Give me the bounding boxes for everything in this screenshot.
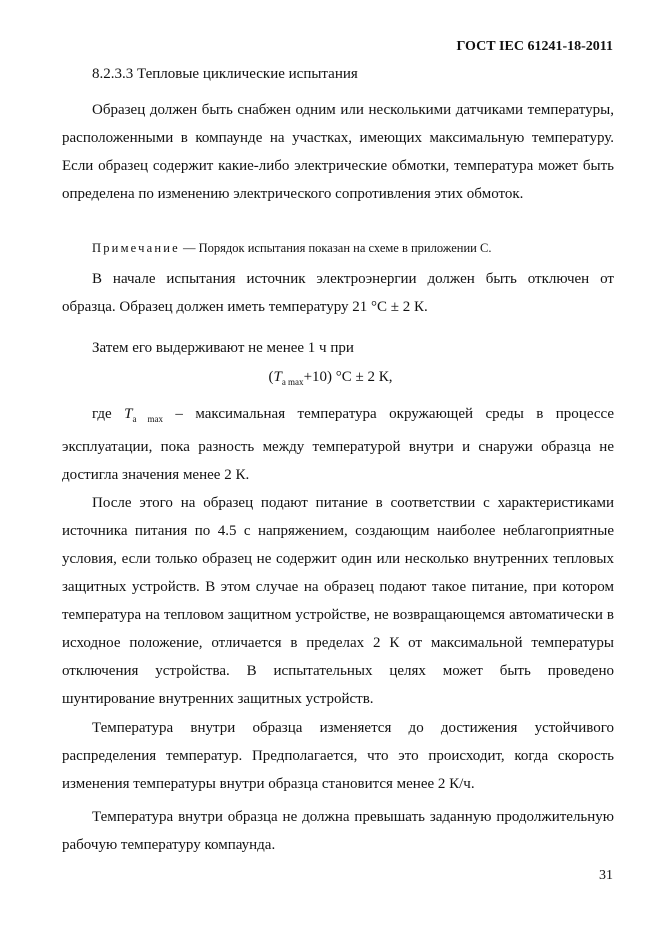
definition-subscript: a max (132, 414, 163, 424)
note-dash: — (183, 241, 196, 255)
paragraph-text: После этого на образец подают питание в соответствии с характеристиками источника питания по 4.5 с напряжением, создающим наиболее неблагоприятные условия, если только образец не содержит один или несколько внутренних тепловых защитных устройств. В этом случае на образец подают такое питание, при котором температура на тепловом защитном устройстве, не возвращающемся автоматически в исходное положение, отличается в пределах 2 К от максимальной температуры отключения устройства. В испытательных целях может быть проведено шунтирование внутренних защитных устройств. (62, 495, 614, 707)
paragraph-text: Температура внутри образца изменяется до достижения устойчивого распределения температур. Предполагается, что это происходит, когда скорость изменения температуры внутри образца становится менее 2 К/ч. (62, 720, 614, 792)
page-number: 31 (599, 868, 613, 883)
formula-subscript: a max (281, 377, 304, 387)
note-label: Примечание (92, 241, 180, 255)
definition-rest: – максимальная температура окружающей среды в процессе эксплуатации, пока разность между температурой внутри и снаружи образца не достигла значения менее 2 К. (62, 406, 615, 483)
paragraph-text: Температура внутри образца не должна превышать заданную продолжительную рабочую температуру компаунда. (62, 809, 614, 853)
paragraph-text: В начале испытания источник электроэнергии должен быть отключен от образца. Образец должен иметь температуру 21 °С ± 2 К. (62, 271, 614, 315)
paragraph-power (62, 489, 614, 713)
section-heading: 8.2.3.3 Тепловые циклические испытания (92, 66, 358, 82)
formula (0, 369, 661, 387)
formula-open: ( (268, 369, 274, 385)
paragraph-temperature-change (62, 714, 614, 798)
paragraph-hold (92, 334, 354, 362)
paragraph-sensors (62, 96, 614, 208)
note (92, 241, 491, 256)
document-code-header: ГОСТ IEC 61241-18-2011 (456, 39, 613, 54)
definition-start: где (92, 406, 112, 422)
paragraph-text: Затем его выдерживают не менее 1 ч при (92, 340, 354, 356)
paragraph-definition (62, 400, 614, 489)
definition-symbol-t: T (124, 406, 133, 422)
note-text: Порядок испытания показан на схеме в приложении С. (198, 241, 492, 255)
paragraph-text (62, 400, 614, 489)
paragraph-text: Образец должен быть снабжен одним или несколькими датчиками температуры, расположенными в компаунде на участках, имеющих максимальную температуру. Если образец содержит какие-либо электрические обмотки, температура может быть определена по изменению электрического сопротивления этих обмоток. (62, 102, 614, 202)
formula-symbol-t: T (273, 369, 282, 385)
paragraph-start (62, 265, 614, 321)
formula-rest: +10) °С ± 2 К, (303, 369, 393, 385)
paragraph-limit (62, 803, 614, 859)
